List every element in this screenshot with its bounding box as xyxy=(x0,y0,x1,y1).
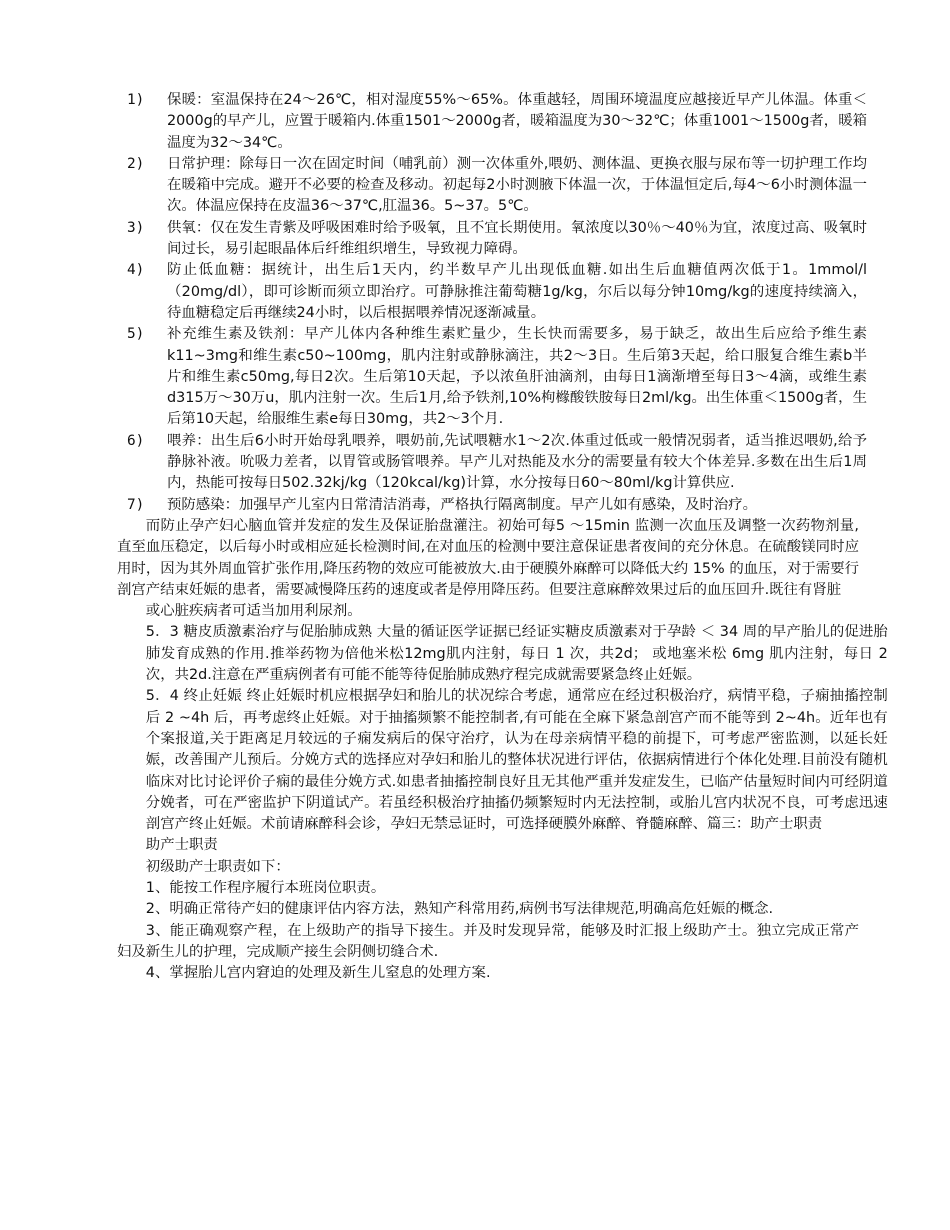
section-heading-midwife-duties: 助产士职责 xyxy=(145,837,218,854)
paragraph-diuretic: 或心脏疾病者可适当加用利尿剂。 xyxy=(145,603,362,620)
list-item xyxy=(127,495,867,516)
paragraph-section-5-4: 5．4 终止妊娠 终止妊娠时机应根据孕妇和胎儿的状况综合考虑，通常应在经过积极治疗，病情平稳，子痫抽搐控制后 2 ~4h 后，再考虑终止妊娠。对于抽搐频繁不能控制者,有可能在全麻下紧急剖宫产而不能等到 2~4h。近年也有个案报道,关于距离足月较远的子痫发病后的保守治疗，认为在母亲病情平稳的前提下，可考虑严密监测，以延长妊娠，改善围产儿预后。分娩方式的选择应对孕妇和胎儿的整体状况进行评估，依据病情进行个体化处理.目前没有随机临床对比讨论评价子痫的最佳分娩方式.如患者抽搐控制良好且无其他严重并发症发生，已临产估量短时间内可经阴道分娩者，可在严密监护下阴道试产。若虽经积极治疗抽搐仍频繁短时内无法控制，或胎儿宫内状况不良，可考虑迅速剖宫产终止妊娠。术前请麻醉科会诊，孕妇无禁忌证时，可选择硬膜外麻醉、脊髓麻醉、篇三：助产士职责 xyxy=(145,688,888,833)
paragraph-blood-pressure: 而防止孕产妇心脑血管并发症的发生及保证胎盘灌注。初始可每5 ～15min 监测一次血压及调整一次药物剂量,直至血压稳定，以后每小时或相应延长检测时间,在对血压的检测中要注意保证患者夜间的充分休息。在硫酸镁同时应用时，因为其外周血管扩张作用,降压药物的效应可能被放大.由于硬膜外麻醉可以降低大约 15% 的血压，对于需要行剖宫产结束妊娠的患者，需要减慢降压药的速度或者是停用降压药。但要注意麻醉效果过后的血压回升.既往有肾脏 xyxy=(117,517,859,598)
list-item-number: 2) xyxy=(127,155,145,172)
list-item-text: 供氧：仅在发生青紫及呼吸困难时给予吸氧，且不宜长期使用。氧浓度以30％～40％为宜，浓度过高、吸氧时间过长，易引起眼晶体后纤维组织增生，导致视力障碍。 xyxy=(167,219,867,258)
list-item-text: 补充维生素及铁剂：早产儿体内各种维生素贮量少，生长快而需要多，易于缺乏，故出生后应给予维生素k11~3mg和维生素c50~100mg，肌内注射或静脉滴注，共2～3日。生后第3天起，给口服复合维生素b半片和维生素c50mg,每日2次。生后第10天起，予以浓鱼肝油滴剂，由每日1滴渐增至每日3～4滴，或维生素d315万～30万u，肌内注射一次。生后1月,给予铁剂,10%枸橼酸铁胺每日2ml/kg。出生体重＜1500g者，生后第10天起，给服维生素e每日30mg，共2～3个月. xyxy=(167,326,867,428)
duty-item-1: 1、能按工作程序履行本班岗位职责。 xyxy=(145,879,386,896)
list-item-number: 4) xyxy=(127,262,145,279)
list-item-number: 7) xyxy=(127,496,145,513)
list-item xyxy=(127,90,867,154)
list-item-number: 5) xyxy=(127,326,145,343)
duty-item-3: 3、能正确观察产程，在上级助产的指导下接生。并及时发现异常，能够及时汇报上级助产士。独立完成正常产妇及新生儿的护理，完成顺产接生会阴侧切缝合术. xyxy=(117,922,859,960)
list-item-number: 1) xyxy=(127,92,145,108)
list-item xyxy=(127,324,867,430)
duty-item-4: 4、掌握胎儿宫内窘迫的处理及新生儿窒息的处理方案. xyxy=(145,965,491,982)
list-item xyxy=(127,431,867,495)
list-item xyxy=(127,154,867,218)
list-item-text: 防止低血糖：据统计，出生后1天内，约半数早产儿出现低血糖.如出生后血糖值两次低于1。1mmol/l（20mg/dl），即可诊断而须立即治疗。可静脉推注葡萄糖1g/kg，尔后以每分钟10mg/kg的速度持续滴入，待血糖稳定后再继续24小时，以后根据喂养情况逐渐减量。 xyxy=(167,262,867,321)
list-item-text: 保暖：室温保持在24～26℃，相对湿度55%～65%。体重越轻，周围环境温度应越接近早产儿体温。体重＜2000g的早产儿，应置于暖箱内.体重1501～2000g者，暖箱温度为30～32℃；体重1001～1500g者，暖箱温度为32～34℃。 xyxy=(167,92,867,151)
list-item-text: 预防感染：加强早产儿室内日常清洁消毒，严格执行隔离制度。早产儿如有感染，及时治疗。 xyxy=(167,496,758,513)
paragraph-junior-midwife-intro: 初级助产士职责如下： xyxy=(145,858,290,875)
care-measures-list xyxy=(0,90,950,516)
list-item-text: 喂养：出生后6小时开始母乳喂养，喂奶前,先试喂糖水1～2次.体重过低或一般情况弱者，适当推迟喂奶,给予静脉补液。吮吸力差者，以胃管或肠管喂养。早产儿对热能及水分的需要量有较大个体差异.多数在出生后1周内，热能可按每日502.32kj/kg（120kcal/kg)计算，水分按每日60～80ml/kg计算供应. xyxy=(167,432,867,492)
list-item xyxy=(127,260,867,324)
list-item-text: 日常护理：除每日一次在固定时间（哺乳前）测一次体重外,喂奶、测体温、更换衣服与尿布等一切护理工作均在暖箱中完成。避开不必要的检查及移动。初起每2小时测腋下体温一次，于体温恒定后,每4～6小时测体温一次。体温应保持在皮温36～37℃,肛温36。5~37。5℃。 xyxy=(167,155,867,215)
list-item-number: 6) xyxy=(127,432,145,449)
list-item-number: 3) xyxy=(127,219,145,236)
paragraph-section-5-3: 5．3 糖皮质激素治疗与促胎肺成熟 大量的循证医学证据已经证实糖皮质激素对于孕龄 ＜ 34 周的早产胎儿的促进胎肺发育成熟的作用.推举药物为倍他米松12mg肌内注射，每日 1 次，共2d； 或地塞米松 6mg 肌内注射，每日 2次，共2d.注意在严重病例者有可能不能等待促胎肺成熟疗程完成就需要紧急终止妊娠。 xyxy=(145,624,888,684)
duty-item-2: 2、明确正常待产妇的健康评估内容方法，熟知产科常用药,病例书写法律规范,明确高危妊娠的概念. xyxy=(145,901,774,918)
list-item xyxy=(127,218,867,261)
